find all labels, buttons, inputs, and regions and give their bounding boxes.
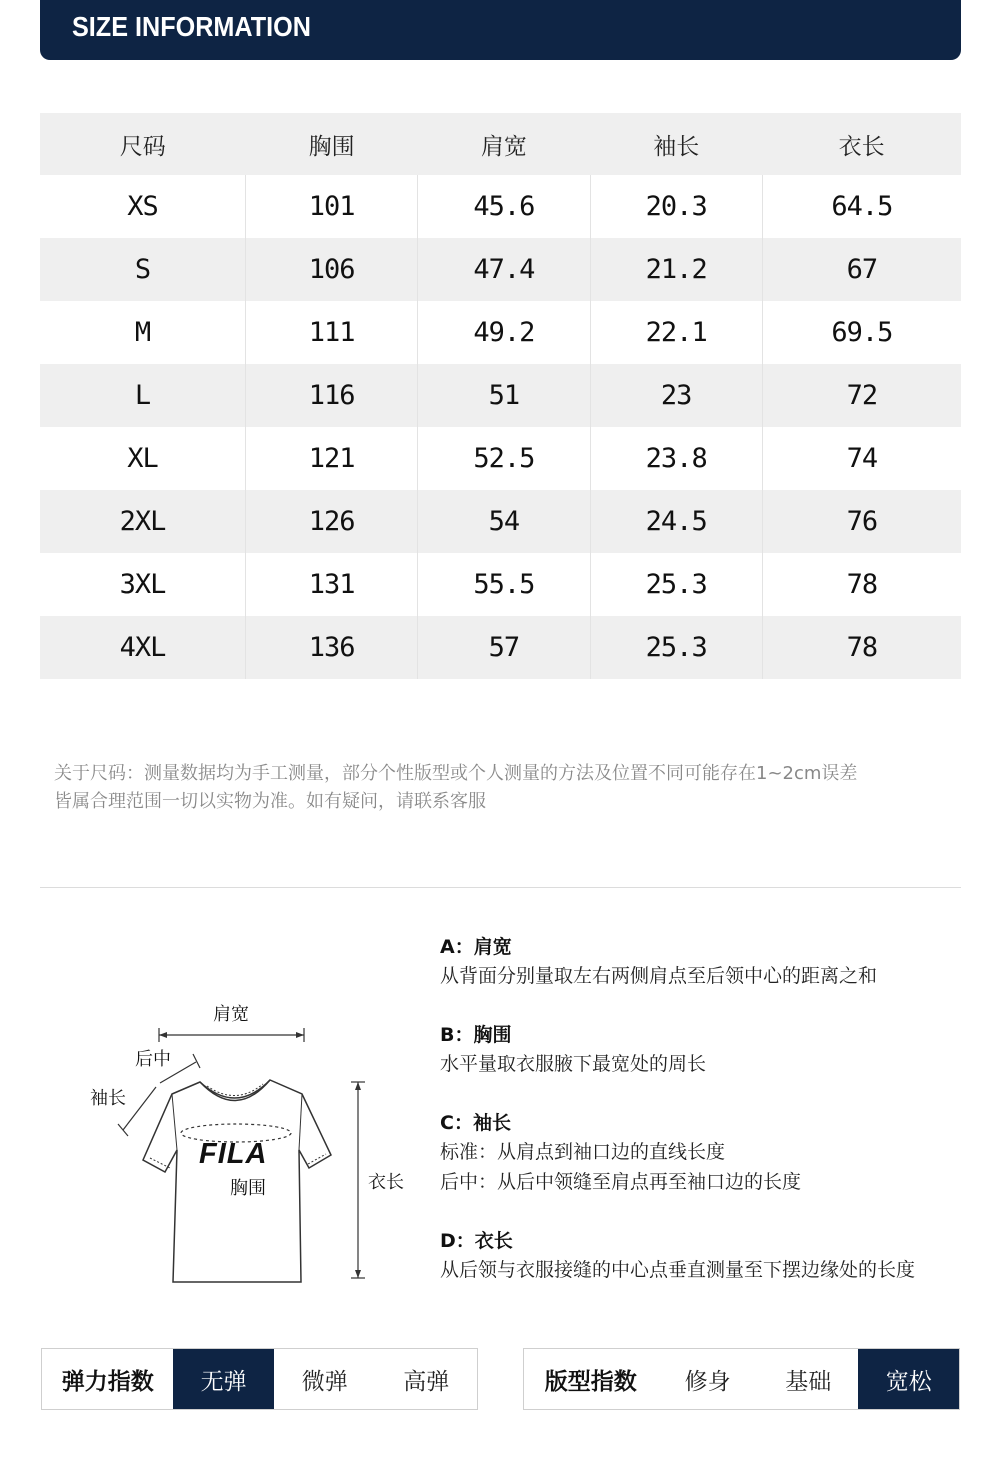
measurement-definitions (440, 933, 960, 1315)
cell-length: 74 (762, 427, 961, 490)
fit-option: 宽松 (858, 1349, 959, 1409)
table-row (40, 301, 961, 364)
cell-size: XL (40, 427, 246, 490)
table-row (40, 175, 961, 238)
cell-sleeve: 23.8 (590, 427, 762, 490)
cell-shoulder: 57 (418, 616, 590, 679)
cell-size: S (40, 238, 246, 301)
label-length: 衣长 (368, 1172, 404, 1193)
cell-chest: 106 (246, 238, 418, 301)
table-row (40, 427, 961, 490)
definition-text: 水平量取衣服腋下最宽处的周长 (440, 1053, 707, 1075)
cell-shoulder: 55.5 (418, 553, 590, 616)
cell-chest: 121 (246, 427, 418, 490)
cell-length: 76 (762, 490, 961, 553)
definition-length (440, 1227, 960, 1285)
cell-sleeve: 20.3 (590, 175, 762, 238)
table-row (40, 490, 961, 553)
cell-sleeve: 22.1 (590, 301, 762, 364)
cell-size: 3XL (40, 553, 246, 616)
fit-option: 基础 (785, 1368, 832, 1395)
fit-label: 版型指数 (544, 1368, 637, 1395)
cell-length: 78 (762, 553, 961, 616)
definition-text: 从背面分别量取左右两侧肩点至后领中心的距离之和 (440, 965, 878, 987)
cell-shoulder: 54 (418, 490, 590, 553)
elasticity-option: 无弹 (173, 1349, 274, 1409)
label-sleeve: 袖长 (90, 1088, 126, 1109)
cell-size: L (40, 364, 246, 427)
definition-shoulder (440, 933, 960, 991)
cell-chest: 126 (246, 490, 418, 553)
cell-size: XS (40, 175, 246, 238)
table-row (40, 553, 961, 616)
cell-size: M (40, 301, 246, 364)
cell-shoulder: 47.4 (418, 238, 590, 301)
definition-sleeve (440, 1109, 960, 1197)
cell-chest: 131 (246, 553, 418, 616)
definition-chest (440, 1021, 960, 1079)
column-header-chest: 胸围 (246, 113, 418, 175)
fila-logo: FILA (199, 1138, 268, 1170)
cell-shoulder: 45.6 (418, 175, 590, 238)
cell-length: 69.5 (762, 301, 961, 364)
cell-sleeve: 25.3 (590, 616, 762, 679)
section-header (40, 0, 961, 60)
cell-length: 64.5 (762, 175, 961, 238)
fit-option: 修身 (684, 1368, 731, 1395)
cell-sleeve: 25.3 (590, 553, 762, 616)
cell-size: 2XL (40, 490, 246, 553)
section-title: SIZE INFORMATION (72, 11, 311, 42)
size-note-line: 关于尺码：测量数据均为手工测量，部分个性版型或个人测量的方法及位置不同可能存在1~2cm误差 (54, 763, 858, 784)
definition-title: D：衣长 (440, 1230, 513, 1252)
cell-length: 78 (762, 616, 961, 679)
cell-shoulder: 51 (418, 364, 590, 427)
table-row (40, 364, 961, 427)
definition-title: C：袖长 (440, 1112, 511, 1134)
cell-chest: 136 (246, 616, 418, 679)
cell-length: 72 (762, 364, 961, 427)
cell-chest: 116 (246, 364, 418, 427)
cell-shoulder: 49.2 (418, 301, 590, 364)
definition-text: 从后领与衣服接缝的中心点垂直测量至下摆边缘处的长度 (440, 1259, 916, 1281)
cell-chest: 111 (246, 301, 418, 364)
definition-title: B：胸围 (440, 1024, 512, 1046)
label-chest: 胸围 (230, 1178, 266, 1199)
fit-index (523, 1348, 960, 1410)
elasticity-option: 高弹 (403, 1368, 450, 1395)
column-header-sleeve: 袖长 (590, 113, 762, 175)
divider (40, 887, 961, 888)
cell-length: 67 (762, 238, 961, 301)
size-note (54, 760, 954, 816)
cell-size: 4XL (40, 616, 246, 679)
definition-title: A：肩宽 (440, 936, 512, 958)
cell-sleeve: 23 (590, 364, 762, 427)
table-header-row (40, 113, 961, 175)
definition-text: 后中：从后中领缝至肩点再至袖口边的长度 (440, 1171, 802, 1193)
cell-shoulder: 52.5 (418, 427, 590, 490)
size-note-line: 皆属合理范围一切以实物为准。如有疑问，请联系客服 (54, 791, 486, 812)
table-row (40, 616, 961, 679)
label-shoulder: 肩宽 (213, 1004, 249, 1025)
elasticity-index (41, 1348, 478, 1410)
column-header-shoulder: 肩宽 (418, 113, 590, 175)
elasticity-option: 微弹 (301, 1368, 348, 1395)
size-table (40, 113, 961, 679)
column-header-length: 衣长 (762, 113, 961, 175)
cell-sleeve: 24.5 (590, 490, 762, 553)
cell-chest: 101 (246, 175, 418, 238)
definition-text: 标准：从肩点到袖口边的直线长度 (440, 1141, 726, 1163)
elasticity-label: 弹力指数 (61, 1368, 154, 1395)
cell-sleeve: 21.2 (590, 238, 762, 301)
table-row (40, 238, 961, 301)
measurement-diagram (80, 990, 420, 1300)
label-back-center: 后中 (135, 1049, 171, 1070)
column-header-size: 尺码 (40, 113, 246, 175)
